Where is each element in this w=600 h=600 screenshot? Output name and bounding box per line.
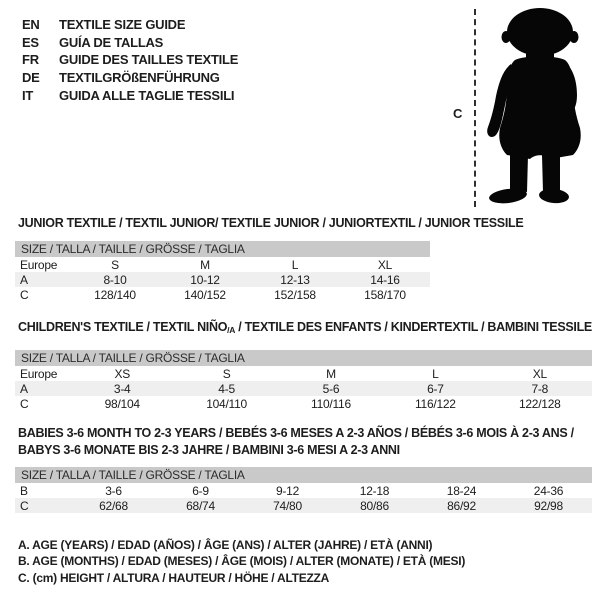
table-cell: 116/122	[414, 396, 456, 411]
table-cell: L	[432, 366, 439, 381]
language-code: FR	[22, 52, 39, 68]
table-cell: S	[222, 366, 231, 381]
table-cell: XS	[114, 366, 130, 381]
table-cell: 4-5	[218, 381, 235, 396]
table-cell: B	[20, 483, 28, 498]
table-cell: 12-18	[359, 483, 390, 498]
table-cell: 92/98	[534, 498, 563, 513]
table-cell: L	[291, 257, 299, 272]
babies-title-line2: BABYS 3-6 MONATE BIS 2-3 JAHRE / BAMBINI 3-6 MESI A 2-3 ANNI	[18, 443, 400, 457]
table-cell: 68/74	[186, 498, 215, 513]
table-cell: 3-6	[105, 483, 122, 498]
table-cell: 62/68	[99, 498, 128, 513]
language-code: EN	[22, 17, 40, 32]
language-title: GUÍA DE TALLAS	[59, 34, 164, 50]
children-section-title	[18, 320, 592, 335]
babies-title-line1: BABIES 3-6 MONTH TO 2-3 YEARS / BEBÉS 3-6 MESES A 2-3 AÑOS / BÉBÉS 3-6 MOIS À 2-3 ANS /	[18, 426, 574, 440]
table-cell: M	[200, 257, 210, 272]
table-row	[15, 272, 430, 287]
table-cell: Europe	[20, 257, 58, 272]
babies-size-table	[15, 467, 592, 513]
language-code: IT	[22, 87, 34, 103]
table-cell: 14-16	[370, 272, 400, 287]
table-cell: S	[111, 257, 119, 272]
language-title: TEXTILE SIZE GUIDE	[59, 17, 186, 32]
table-row	[15, 287, 430, 302]
table-cell: Europe	[20, 366, 58, 381]
height-measure-dashed-line	[474, 9, 476, 207]
table-cell: 140/152	[184, 287, 226, 302]
language-title: TEXTILGRÖßENFÜHRUNG	[59, 70, 220, 86]
babies-section-title	[18, 425, 574, 459]
table-cell: C	[20, 287, 29, 302]
table-cell: 104/110	[206, 396, 247, 411]
footnote-a: A. AGE (YEARS) / EDAD (AÑOS) / ÂGE (ANS) / ALTER (JAHRE) / ETÀ (ANNI)	[18, 538, 433, 552]
table-cell: 5-6	[322, 381, 340, 396]
size-header-bar: SIZE / TALLA / TAILLE / GRÖSSE / TAGLIA	[15, 350, 592, 366]
table-cell: 24-36	[533, 483, 564, 498]
table-cell: M	[326, 366, 336, 381]
children-title-subscript: /A	[227, 325, 236, 335]
language-code: DE	[22, 70, 40, 86]
table-row	[15, 483, 592, 498]
table-cell: 10-12	[190, 272, 220, 287]
table-cell: 7-8	[531, 381, 549, 396]
height-measure-label: C	[453, 106, 463, 121]
table-cell: 158/170	[364, 287, 406, 302]
table-cell: XL	[532, 366, 547, 381]
table-cell: 12-13	[280, 272, 310, 287]
table-cell: 128/140	[94, 287, 136, 302]
footnote-c: C. (cm) HEIGHT / ALTURA / HAUTEUR / HÖHE / ALTEZZA	[18, 570, 330, 585]
table-cell: C	[20, 396, 29, 411]
table-cell: A	[20, 381, 28, 396]
table-cell: 98/104	[104, 396, 140, 411]
language-title: GUIDE DES TAILLES TEXTILE	[59, 52, 239, 68]
table-cell: 6-7	[427, 381, 444, 396]
table-row	[15, 498, 592, 513]
language-title-list	[22, 16, 238, 105]
language-row	[22, 69, 238, 87]
junior-section-title: JUNIOR TEXTILE / TEXTIL JUNIOR/ TEXTILE JUNIOR / JUNIORTEXTIL / JUNIOR TESSILE	[18, 216, 524, 230]
table-cell: 86/92	[447, 498, 476, 513]
language-row	[22, 34, 238, 52]
table-cell: 9-12	[275, 483, 300, 498]
table-row	[15, 381, 592, 396]
table-cell: C	[20, 498, 29, 513]
size-header-bar: SIZE / TALLA / TAILLE / GRÖSSE / TAGLIA	[15, 241, 430, 257]
table-cell: 74/80	[273, 498, 302, 513]
table-cell: 80/86	[360, 498, 389, 513]
table-row	[15, 257, 430, 272]
children-title-text: / TEXTILE DES ENFANTS / KINDERTEXTIL / BAMBINI TESSILE	[235, 320, 592, 334]
children-title-text: CHILDREN'S TEXTILE / TEXTIL NIÑO	[18, 320, 228, 334]
language-row	[22, 16, 238, 34]
size-header-bar: SIZE / TALLA / TAILLE / GRÖSSE / TAGLIA	[15, 467, 592, 483]
language-row	[22, 51, 238, 69]
table-cell: 3-4	[113, 381, 131, 396]
table-cell: 6-9	[192, 483, 209, 498]
table-row	[15, 366, 592, 381]
language-row	[22, 87, 238, 105]
table-cell: A	[20, 272, 28, 287]
table-cell: 110/116	[311, 396, 351, 411]
language-title: GUIDA ALLE TAGLIE TESSILI	[59, 87, 235, 103]
table-row	[15, 396, 592, 411]
junior-size-table	[15, 241, 430, 302]
table-cell: XL	[377, 257, 393, 272]
table-cell: 18-24	[446, 483, 477, 498]
language-code: ES	[22, 34, 39, 50]
table-cell: 152/158	[274, 287, 316, 302]
footnote-b: B. AGE (MONTHS) / EDAD (MESES) / ÂGE (MOIS) / ALTER (MONATE) / ETÀ (MESI)	[18, 554, 466, 569]
footnote-legend	[18, 537, 465, 586]
baby-silhouette-icon	[480, 6, 585, 210]
table-cell: 8-10	[103, 272, 127, 287]
table-cell: 122/128	[518, 396, 561, 411]
children-size-table	[15, 350, 592, 411]
